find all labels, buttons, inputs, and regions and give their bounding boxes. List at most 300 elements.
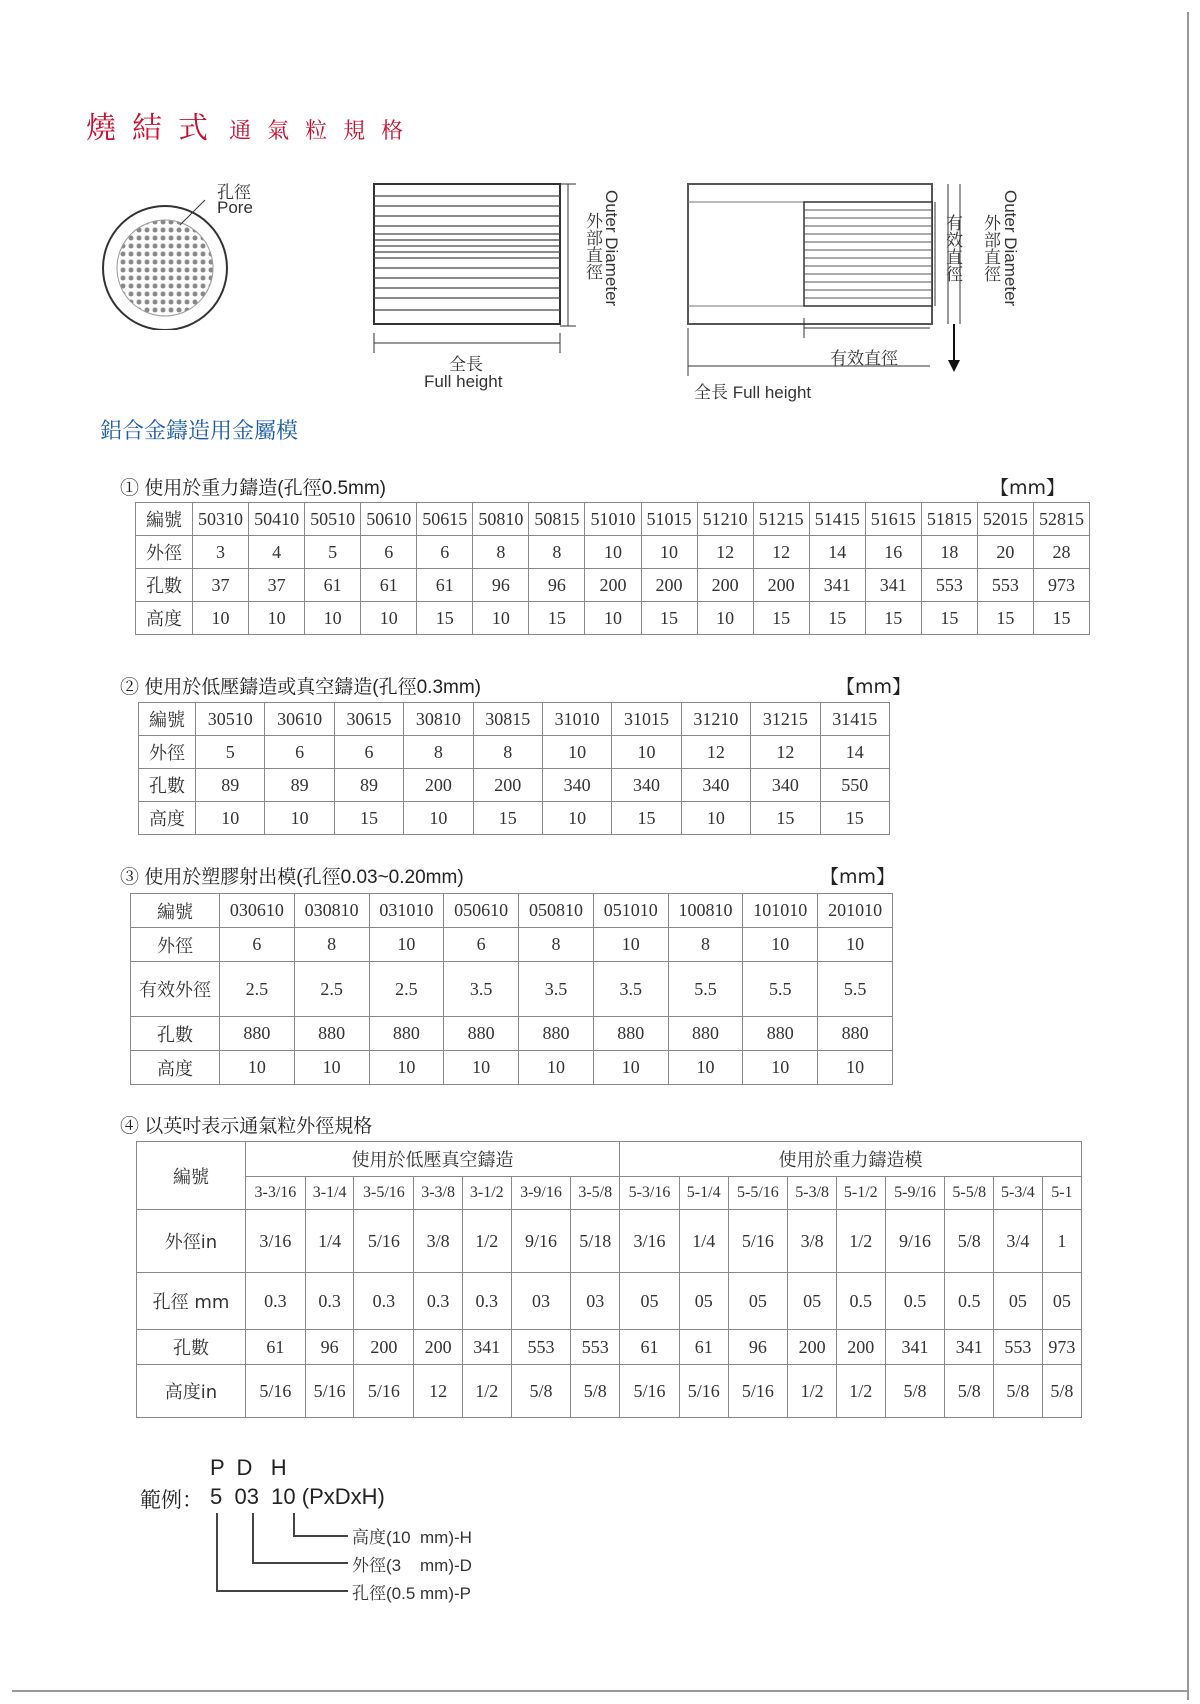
table-row [131, 1051, 893, 1085]
table-cell: 12 [751, 736, 820, 769]
effective-label-zh-v: 有效直徑 [943, 214, 962, 282]
table-cell: 2.5 [220, 962, 295, 1017]
table-cell: 880 [519, 1017, 594, 1051]
table-cell: 10 [585, 536, 641, 569]
table-cell: 5/16 [728, 1210, 788, 1273]
code-cell: 3-1/2 [462, 1177, 511, 1210]
table-cell: 880 [294, 1017, 369, 1051]
table1-unit: 【mm】 [990, 477, 1066, 499]
table-cell: 553 [994, 1330, 1043, 1365]
full-height-en: Full height [424, 372, 503, 391]
table-cell: 31215 [751, 703, 820, 736]
row-label: 外徑in [137, 1210, 246, 1273]
table-cell: 89 [196, 769, 265, 802]
group-gravity: 使用於重力鑄造模 [620, 1142, 1082, 1177]
table-cell: 51010 [585, 503, 641, 536]
table-cell: 1/4 [679, 1210, 728, 1273]
table-cell: 15 [334, 802, 403, 835]
table-cell: 340 [681, 769, 750, 802]
table3-caption: ③ 使用於塑膠射出模(孔徑0.03~0.20mm) [120, 867, 464, 888]
table-cell: 553 [921, 569, 977, 602]
table-cell: 14 [809, 536, 865, 569]
table-row [139, 736, 890, 769]
example-prefix: 範例： [140, 1489, 203, 1512]
table-cell: 10 [542, 802, 611, 835]
table-cell: 6 [265, 736, 334, 769]
table-cell: 3 [193, 536, 249, 569]
table-cell: 96 [473, 569, 529, 602]
table-cell: 5/16 [354, 1210, 414, 1273]
table-cell: 550 [820, 769, 889, 802]
table-cell: 51815 [921, 503, 977, 536]
table-gravity-casting [135, 502, 1090, 635]
table-cell: 10 [294, 1051, 369, 1085]
table-cell: 10 [818, 1051, 893, 1085]
table-cell: 5/18 [571, 1210, 620, 1273]
table-cell: 031010 [369, 894, 444, 928]
table-cell: 10 [585, 602, 641, 635]
title-sub: 通氣粒規格 [229, 119, 420, 144]
table-cell: 880 [593, 1017, 668, 1051]
code-cell: 5-1/4 [679, 1177, 728, 1210]
table-row [137, 1210, 1082, 1273]
code-cell: 3-5/8 [571, 1177, 620, 1210]
table-cell: 880 [668, 1017, 743, 1051]
table-cell: 3.5 [593, 962, 668, 1017]
table-cell: 6 [334, 736, 403, 769]
table-cell: 880 [369, 1017, 444, 1051]
table-cell: 2.5 [369, 962, 444, 1017]
table-cell: 14 [820, 736, 889, 769]
table-cell: 200 [788, 1330, 837, 1365]
table-cell: 15 [1033, 602, 1089, 635]
row-label: 編號 [131, 894, 220, 928]
example-h-label: 高度(10 mm)-H [352, 1528, 472, 1547]
table-cell: 37 [249, 569, 305, 602]
table-cell: 1/2 [836, 1365, 885, 1418]
table-cell: 880 [220, 1017, 295, 1051]
row-label: 高度 [136, 602, 193, 635]
table-cell: 10 [193, 602, 249, 635]
table-cell: 8 [473, 536, 529, 569]
example-d-label: 外徑(3 mm)-D [352, 1556, 472, 1575]
outer-label-en-2: Outer Diameter [1001, 190, 1020, 307]
table-cell: 341 [865, 569, 921, 602]
table-inch-spec [136, 1141, 1082, 1418]
table-cell: 0.5 [945, 1273, 994, 1330]
table-cell: 200 [585, 569, 641, 602]
table-cell: 50310 [193, 503, 249, 536]
row-label: 外徑 [131, 928, 220, 962]
table-row [131, 962, 893, 1017]
table-cell: 10 [305, 602, 361, 635]
table-cell: 5/8 [945, 1365, 994, 1418]
table-cell: 1/2 [462, 1365, 511, 1418]
pore-diagram [95, 170, 285, 330]
table-cell: 15 [529, 602, 585, 635]
table-cell: 5/8 [571, 1365, 620, 1418]
example-code: 5 03 10 (PxDxH) [210, 1484, 385, 1509]
table-cell: 1/4 [305, 1210, 354, 1273]
table-cell: 0.3 [354, 1273, 414, 1330]
example-line-d-v [252, 1513, 254, 1563]
code-cell: 5-1 [1042, 1177, 1081, 1210]
table-cell: 50410 [249, 503, 305, 536]
code-cell: 5-3/4 [994, 1177, 1043, 1210]
table-row [139, 703, 890, 736]
table-cell: 553 [571, 1330, 620, 1365]
table-cell: 973 [1042, 1330, 1081, 1365]
row-label: 編號 [139, 703, 196, 736]
table-cell: 61 [679, 1330, 728, 1365]
table-cell: 12 [681, 736, 750, 769]
table-row [137, 1365, 1082, 1418]
row-label: 孔數 [131, 1017, 220, 1051]
table-cell: 10 [612, 736, 681, 769]
code-cell: 5-5/8 [945, 1177, 994, 1210]
table-cell: 341 [885, 1330, 945, 1365]
table-cell: 5 [305, 536, 361, 569]
code-cell: 3-3/16 [246, 1177, 306, 1210]
table-cell: 10 [519, 1051, 594, 1085]
table-cell: 200 [836, 1330, 885, 1365]
code-cell: 3-1/4 [305, 1177, 354, 1210]
table-cell: 05 [1042, 1273, 1081, 1330]
table-cell: 31210 [681, 703, 750, 736]
table-cell: 10 [369, 1051, 444, 1085]
table-cell: 50510 [305, 503, 361, 536]
table-cell: 200 [753, 569, 809, 602]
table-cell: 89 [265, 769, 334, 802]
table-cell: 10 [196, 802, 265, 835]
table-cell: 37 [193, 569, 249, 602]
table-cell: 553 [977, 569, 1033, 602]
table-cell: 50810 [473, 503, 529, 536]
table-cell: 15 [865, 602, 921, 635]
full-height-label-2: 全長 Full height [694, 383, 812, 402]
table-cell: 5/8 [885, 1365, 945, 1418]
table-cell: 15 [820, 802, 889, 835]
outer-label-en-1: Outer Diameter [602, 190, 621, 307]
table-cell: 6 [444, 928, 519, 962]
table-cell: 200 [473, 769, 542, 802]
table-cell: 96 [305, 1330, 354, 1365]
table-cell: 12 [753, 536, 809, 569]
table-cell: 880 [818, 1017, 893, 1051]
table-cell: 3/8 [788, 1210, 837, 1273]
table3-unit: 【mm】 [820, 866, 896, 888]
title-main: 燒結式 [86, 111, 224, 146]
row-label: 有效外徑 [131, 962, 220, 1017]
table-cell: 15 [751, 802, 820, 835]
table-cell: 61 [246, 1330, 306, 1365]
table-code-row [137, 1177, 1082, 1210]
row-label: 高度in [137, 1365, 246, 1418]
table-cell: 5/16 [620, 1365, 680, 1418]
table-row [139, 769, 890, 802]
table-cell: 340 [542, 769, 611, 802]
table-cell: 200 [414, 1330, 463, 1365]
table-cell: 0.5 [836, 1273, 885, 1330]
example-p-label: 孔徑(0.5 mm)-P [352, 1584, 471, 1603]
table-cell: 50610 [361, 503, 417, 536]
table-cell: 4 [249, 536, 305, 569]
table-cell: 1 [1042, 1210, 1081, 1273]
pore-label-zh: 孔徑 [217, 183, 251, 202]
table-cell: 9/16 [885, 1210, 945, 1273]
table-cell: 05 [679, 1273, 728, 1330]
table-cell: 52815 [1033, 503, 1089, 536]
table1-caption: ① 使用於重力鑄造(孔徑0.5mm) [120, 478, 387, 499]
outer-diameter-dim [560, 180, 580, 330]
pore-label-en: Pore [217, 198, 253, 217]
table-cell: 30610 [265, 703, 334, 736]
table-cell: 200 [404, 769, 473, 802]
table-cell: 5/8 [994, 1365, 1043, 1418]
table-cell: 6 [417, 536, 473, 569]
table-cell: 200 [641, 569, 697, 602]
table-cell: 10 [404, 802, 473, 835]
table4-caption: ④ 以英吋表示通氣粒外徑規格 [120, 1116, 373, 1137]
table-cell: 52015 [977, 503, 1033, 536]
table-cell: 8 [473, 736, 542, 769]
table-cell: 51015 [641, 503, 697, 536]
outer-label-zh-1: 外部直徑 [583, 212, 602, 280]
table-cell: 1/2 [788, 1365, 837, 1418]
table-cell: 5/8 [945, 1210, 994, 1273]
table-cell: 201010 [818, 894, 893, 928]
section-subtitle: 鋁合金鑄造用金屬模 [100, 419, 299, 444]
table-row [139, 802, 890, 835]
table-cell: 5.5 [743, 962, 818, 1017]
page-border-right [1187, 12, 1189, 1700]
table-cell: 61 [305, 569, 361, 602]
table-cell: 0.3 [462, 1273, 511, 1330]
table-cell: 61 [417, 569, 473, 602]
table-cell: 16 [865, 536, 921, 569]
table-cell: 31010 [542, 703, 611, 736]
table-cell: 880 [444, 1017, 519, 1051]
table-cell: 3/16 [246, 1210, 306, 1273]
table-cell: 20 [977, 536, 1033, 569]
table-cell: 96 [529, 569, 585, 602]
table-cell: 101010 [743, 894, 818, 928]
table-cell: 10 [743, 1051, 818, 1085]
table-cell: 341 [945, 1330, 994, 1365]
table-cell: 2.5 [294, 962, 369, 1017]
table-cell: 28 [1033, 536, 1089, 569]
table2-unit: 【mm】 [836, 676, 912, 698]
table-cell: 10 [593, 928, 668, 962]
code-cell: 5-1/2 [836, 1177, 885, 1210]
table-cell: 10 [818, 928, 893, 962]
table-cell: 30815 [473, 703, 542, 736]
table-cell: 15 [641, 602, 697, 635]
table-cell: 5/8 [511, 1365, 571, 1418]
table-row [136, 602, 1090, 635]
code-cell: 5-9/16 [885, 1177, 945, 1210]
table-row [131, 1017, 893, 1051]
table-cell: 10 [265, 802, 334, 835]
table-cell: 973 [1033, 569, 1089, 602]
table-row [136, 569, 1090, 602]
outer-label-zh-2: 外部直徑 [981, 214, 1000, 282]
code-cell: 5-3/16 [620, 1177, 680, 1210]
table-low-pressure-casting [138, 702, 890, 835]
table-cell: 18 [921, 536, 977, 569]
table-cell: 12 [414, 1365, 463, 1418]
table-cell: 10 [361, 602, 417, 635]
table-cell: 10 [473, 602, 529, 635]
table-cell: 10 [220, 1051, 295, 1085]
table-cell: 341 [809, 569, 865, 602]
table-cell: 340 [751, 769, 820, 802]
table-cell: 030610 [220, 894, 295, 928]
row-label: 孔數 [136, 569, 193, 602]
example-line-h-v [293, 1513, 295, 1537]
table-row [131, 894, 893, 928]
table-cell: 15 [753, 602, 809, 635]
table-cell: 8 [404, 736, 473, 769]
row-label: 高度 [139, 802, 196, 835]
table-cell: 8 [294, 928, 369, 962]
table-cell: 05 [788, 1273, 837, 1330]
table-cell: 5/16 [354, 1365, 414, 1418]
table-cell: 5/16 [679, 1365, 728, 1418]
table-cell: 8 [529, 536, 585, 569]
table-cell: 10 [444, 1051, 519, 1085]
table-cell: 5/16 [246, 1365, 306, 1418]
code-cell: 5-5/16 [728, 1177, 788, 1210]
table-cell: 3/8 [414, 1210, 463, 1273]
table-cell: 5 [196, 736, 265, 769]
table-cell: 30810 [404, 703, 473, 736]
table-cell: 3/16 [620, 1210, 680, 1273]
table-cell: 15 [977, 602, 1033, 635]
table-cell: 10 [681, 802, 750, 835]
group-low-pressure: 使用於低壓真空鑄造 [246, 1142, 620, 1177]
example-line-p-v [216, 1513, 218, 1591]
row-label: 孔數 [137, 1330, 246, 1365]
table-cell: 0.3 [305, 1273, 354, 1330]
effective-label-zh: 有效直徑 [830, 349, 898, 368]
code-cell: 3-3/8 [414, 1177, 463, 1210]
table-plastic-injection [130, 893, 893, 1085]
table-cell: 3.5 [444, 962, 519, 1017]
table-cell: 51415 [809, 503, 865, 536]
table-cell: 100810 [668, 894, 743, 928]
table-cell: 0.5 [885, 1273, 945, 1330]
row-label: 高度 [131, 1051, 220, 1085]
table-cell: 05 [994, 1273, 1043, 1330]
table-cell: 3.5 [519, 962, 594, 1017]
code-cell: 3-9/16 [511, 1177, 571, 1210]
table-row [137, 1330, 1082, 1365]
table-cell: 6 [361, 536, 417, 569]
table-cell: 3/4 [994, 1210, 1043, 1273]
table-cell: 0.3 [414, 1273, 463, 1330]
table-cell: 31415 [820, 703, 889, 736]
code-header: 編號 [137, 1142, 246, 1210]
table-cell: 89 [334, 769, 403, 802]
table-cell: 03 [511, 1273, 571, 1330]
table-cell: 10 [743, 928, 818, 962]
row-label: 孔數 [139, 769, 196, 802]
row-label: 編號 [136, 503, 193, 536]
table-cell: 200 [697, 569, 753, 602]
table-cell: 10 [641, 536, 697, 569]
table-cell: 030810 [294, 894, 369, 928]
table-cell: 0.3 [246, 1273, 306, 1330]
table-cell: 1/2 [462, 1210, 511, 1273]
table-cell: 50615 [417, 503, 473, 536]
table-cell: 15 [809, 602, 865, 635]
table-cell: 10 [369, 928, 444, 962]
row-label: 外徑 [139, 736, 196, 769]
table-cell: 05 [620, 1273, 680, 1330]
example-line-p-h [216, 1590, 348, 1592]
table-cell: 340 [612, 769, 681, 802]
table-cell: 8 [668, 928, 743, 962]
code-cell: 3-5/16 [354, 1177, 414, 1210]
table-cell: 553 [511, 1330, 571, 1365]
full-height-zh: 全長 [449, 355, 483, 374]
table-cell: 200 [354, 1330, 414, 1365]
table-cell: 15 [417, 602, 473, 635]
table-cell: 31015 [612, 703, 681, 736]
table-cell: 03 [571, 1273, 620, 1330]
table-cell: 05 [728, 1273, 788, 1330]
table-cell: 050610 [444, 894, 519, 928]
table-cell: 10 [668, 1051, 743, 1085]
page-title [86, 103, 419, 147]
example-pdh: P D H [210, 1455, 287, 1480]
table-cell: 5.5 [668, 962, 743, 1017]
table-cell: 15 [473, 802, 542, 835]
table-cell: 51615 [865, 503, 921, 536]
table-cell: 5/16 [305, 1365, 354, 1418]
side-view-diagram [370, 178, 570, 358]
table-cell: 9/16 [511, 1210, 571, 1273]
table-cell: 61 [620, 1330, 680, 1365]
table-cell: 30615 [334, 703, 403, 736]
table-row [136, 536, 1090, 569]
table-cell: 51210 [697, 503, 753, 536]
table-cell: 341 [462, 1330, 511, 1365]
table-row [136, 503, 1090, 536]
table-cell: 5/16 [728, 1365, 788, 1418]
row-label: 孔徑 mm [137, 1273, 246, 1330]
table-cell: 6 [220, 928, 295, 962]
row-label: 外徑 [136, 536, 193, 569]
table-cell: 61 [361, 569, 417, 602]
table-cell: 051010 [593, 894, 668, 928]
table-cell: 5.5 [818, 962, 893, 1017]
table-cell: 050810 [519, 894, 594, 928]
table-cell: 15 [612, 802, 681, 835]
table-cell: 8 [519, 928, 594, 962]
table-cell: 15 [921, 602, 977, 635]
table-row [137, 1273, 1082, 1330]
table-cell: 10 [593, 1051, 668, 1085]
table-header-row [137, 1142, 1082, 1177]
table-cell: 880 [743, 1017, 818, 1051]
example-line-h-h [293, 1535, 348, 1537]
code-cell: 5-3/8 [788, 1177, 837, 1210]
table-cell: 12 [697, 536, 753, 569]
table-cell: 51215 [753, 503, 809, 536]
table-cell: 96 [728, 1330, 788, 1365]
